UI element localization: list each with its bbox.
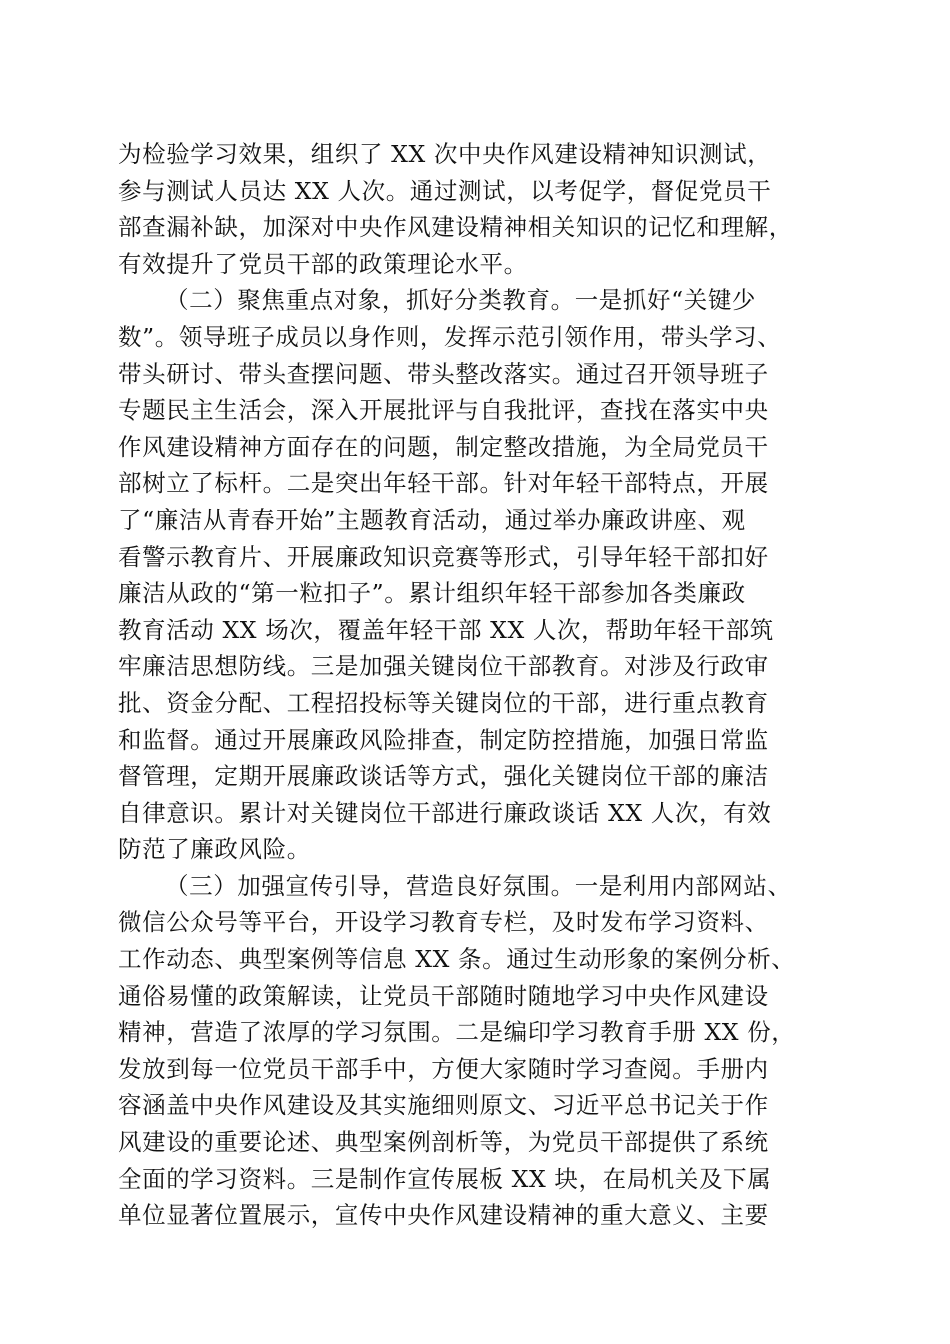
text-line: 工作动态、典型案例等信息 XX 条。通过生动形象的案例分析、: [118, 945, 796, 974]
document-body: [118, 136, 832, 1234]
text-line: 通俗易懂的政策解读，让党员干部随时随地学习中央作风建设: [118, 981, 769, 1010]
text-line: 全面的学习资料。三是制作宣传展板 XX 块，在局机关及下属: [118, 1164, 772, 1193]
section-heading-line: （二）聚焦重点对象，抓好分类教育。一是抓好“关键少: [165, 286, 757, 315]
text-line: 督管理，定期开展廉政谈话等方式，强化关键岗位干部的廉洁: [118, 762, 769, 791]
text-line: 部查漏补缺，加深对中央作风建设精神相关知识的记忆和理解，: [118, 213, 793, 242]
text-line: 了“廉洁从青春开始”主题教育活动，通过举办廉政讲座、观: [118, 505, 746, 534]
section-heading-line: （三）加强宣传引导，营造良好氛围。一是利用内部网站、: [165, 871, 792, 900]
text-line: 精神，营造了浓厚的学习氛围。二是编印学习教育手册 XX 份，: [118, 1018, 796, 1047]
text-line: 微信公众号等平台，开设学习教育专栏，及时发布学习资料、: [118, 908, 769, 937]
text-line: 为检验学习效果，组织了 XX 次中央作风建设精神知识测试，: [118, 140, 772, 168]
text-line: 容涵盖中央作风建设及其实施细则原文、习近平总书记关于作: [118, 1091, 769, 1120]
text-line: 发放到每一位党员干部手中，方便大家随时学习查阅。手册内: [118, 1054, 769, 1083]
text-line: 作风建设精神方面存在的问题，制定整改措施，为全局党员干: [118, 432, 769, 461]
text-line: 牢廉洁思想防线。三是加强关键岗位干部教育。对涉及行政审: [118, 652, 769, 681]
text-line: 批、资金分配、工程招投标等关键岗位的干部，进行重点教育: [118, 688, 769, 717]
text-line: 数”。领导班子成员以身作则，发挥示范引领作用，带头学习、: [118, 322, 782, 351]
text-line: 参与测试人员达 XX 人次。通过测试，以考促学，督促党员干: [118, 176, 772, 205]
text-line: 风建设的重要论述、典型案例剖析等，为党员干部提供了系统: [118, 1128, 769, 1157]
text-line: 带头研讨、带头查摆问题、带头整改落实。通过召开领导班子: [118, 359, 769, 388]
text-line: 防范了廉政风险。: [118, 835, 311, 864]
text-line: 廉洁从政的“第一粒扣子”。累计组织年轻干部参加各类廉政: [118, 579, 746, 608]
text-line: 部树立了标杆。二是突出年轻干部。针对年轻干部特点，开展: [118, 469, 769, 498]
text-line: 专题民主生活会，深入开展批评与自我批评，查找在落实中央: [118, 396, 769, 425]
text-line: 单位显著位置展示，宣传中央作风建设精神的重大意义、主要: [118, 1201, 769, 1230]
text-line: 教育活动 XX 场次，覆盖年轻干部 XX 人次，帮助年轻干部筑: [118, 615, 774, 644]
text-line: 看警示教育片、开展廉政知识竞赛等形式，引导年轻干部扣好: [118, 542, 769, 571]
text-line: 自律意识。累计对关键岗位干部进行廉政谈话 XX 人次，有效: [118, 798, 772, 827]
text-line: 和监督。通过开展廉政风险排查，制定防控措施，加强日常监: [118, 725, 769, 754]
text-line: 有效提升了党员干部的政策理论水平。: [118, 249, 528, 278]
